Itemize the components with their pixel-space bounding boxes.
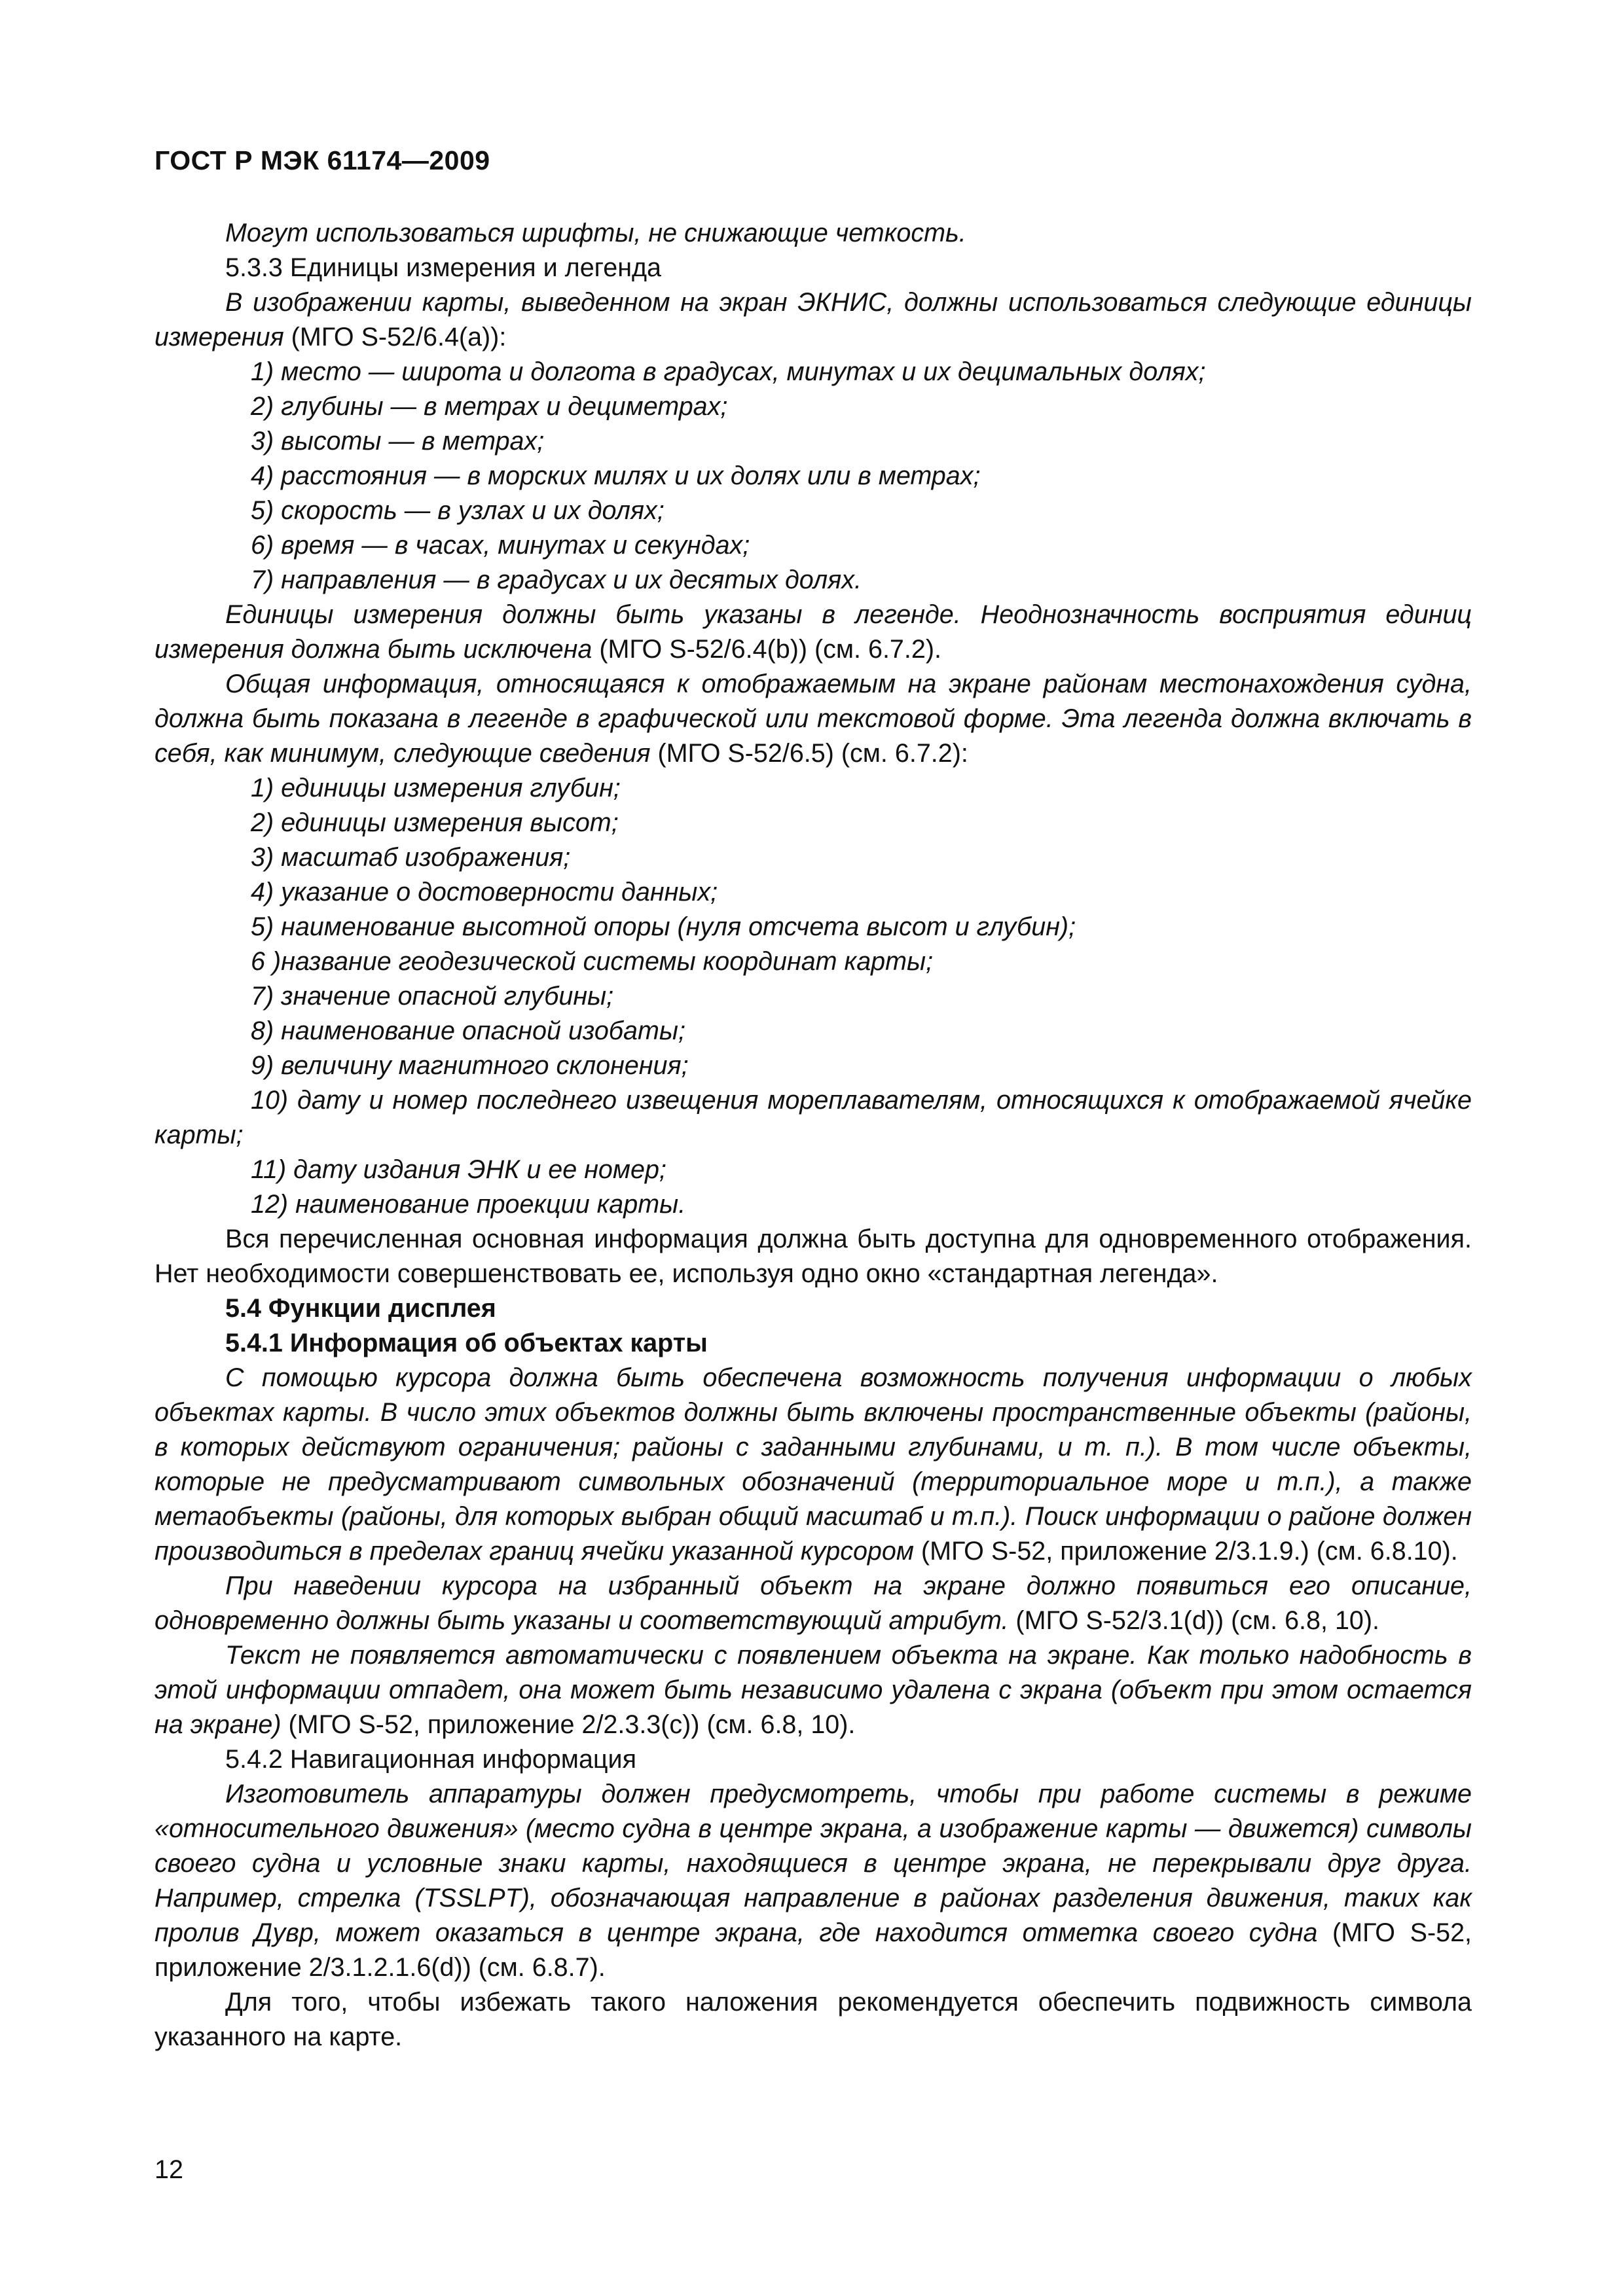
- legend-list-item: 7) значение опасной глубины;: [251, 982, 614, 1011]
- units-intro-ref: (МГО S-52/6.4(a)):: [283, 323, 507, 351]
- units-intro-paragraph: [155, 285, 1472, 355]
- legend-list-item: 12) наименование проекции карты.: [251, 1190, 686, 1219]
- units-list-item: 7) направления — в градусах и их десятых долях.: [251, 565, 862, 594]
- legend-list-item: 4) указание о достоверности данных;: [251, 878, 718, 906]
- text-text: Текст не появляется автоматически с появлением объекта на экране. Как только надобность в этой информации отпадет, она может быть независимо удалена с экрана (объект при этом остается на экране): [155, 1641, 1472, 1739]
- general-info-ref: (МГО S-52/6.5) (см. 6.7.2):: [650, 739, 968, 768]
- units-list-item: 1) место — широта и долгота в градусах, минутах и их децимальных долях;: [251, 357, 1206, 386]
- page-number: 12: [155, 2155, 183, 2184]
- general-info-paragraph: [155, 667, 1472, 771]
- legend-list-item: 6 )название геодезической системы координат карты;: [251, 947, 934, 976]
- pointer-ref: (МГО S-52/3.1(d)) (см. 6.8, 10).: [1008, 1606, 1380, 1635]
- text-ref: (МГО S-52, приложение 2/2.3.3(c)) (см. 6.8, 10).: [281, 1710, 856, 1739]
- section-5-4-title: 5.4 Функции дисплея: [225, 1294, 496, 1323]
- legend-list-item: 3) масштаб изображения;: [251, 843, 571, 872]
- units-list-item: 5) скорость — в узлах и их долях;: [251, 496, 665, 525]
- section-5-4-1-title: 5.4.1 Информация об объектах карты: [225, 1329, 708, 1357]
- manufacturer-ref: (МГО S-52, приложение 2/3.1.2.1.6(d)) (см. 6.8.7).: [155, 1918, 1472, 1982]
- manufacturer-text: Изготовитель аппаратуры должен предусмотреть, чтобы при работе системы в режиме «относительного движения» (место судна в центре экрана, а изображение карты — движется) символы своего судна и условные знаки карты, находящиеся в центре экрана, не перекрывали друг друга. Например, стрелка (TSSLPT), обозначающая направление в районах разделения движения, таких как пролив Дувр, может оказаться в центре экрана, где находится отметка своего судна: [155, 1780, 1472, 1947]
- legend-list-item: 2) единицы измерения высот;: [251, 808, 619, 837]
- legend-list-item: 5) наименование высотной опоры (нуля отсчета высот и глубин);: [251, 912, 1076, 941]
- legend-list-item: 9) величину магнитного склонения;: [251, 1051, 689, 1080]
- legend-units-text: Единицы измерения должны быть указаны в легенде. Неоднозначность восприятия единиц измерения должна быть исключена: [155, 600, 1472, 664]
- pointer-text: При наведении курсора на избранный объект на экране должно появиться его описание, одновременно должны быть указаны и соответствующий атрибут.: [155, 1571, 1472, 1635]
- legend-list-item: 10) дату и номер последнего извещения мореплавателям, относящихся к отображаемой ячейке карты;: [155, 1086, 1472, 1149]
- units-list-item: 2) глубины — в метрах и дециметрах;: [251, 392, 728, 421]
- units-list-item: 4) расстояния — в морских милях и их долях или в метрах;: [251, 461, 981, 490]
- manufacturer-paragraph: [155, 1777, 1472, 1985]
- units-list-item: 6) время — в часах, минутах и секундах;: [251, 531, 750, 560]
- units-intro-text: В изображении карты, выведенном на экран ЭКНИС, должны использоваться следующие единицы измерения: [155, 288, 1472, 351]
- document-header: ГОСТ Р МЭК 61174—2009: [155, 145, 490, 175]
- text-paragraph: [155, 1638, 1472, 1742]
- legend-list-item: 8) наименование опасной изобаты;: [251, 1016, 685, 1045]
- cursor-info-text: С помощью курсора должна быть обеспечена возможность получения информации о любых объектах карты. В число этих объектов должны быть включены пространственные объекты (районы, в которых действуют ограничения; районы с заданными глубинами, и т. п.). В том числе объекты, которые не предусматривают символьных обозначений (территориальное море и т.п.), а также метаобъекты (районы, для которых выбран общий масштаб и т.п.). Поиск информации о районе должен производиться в пределах границ ячейки указанной курсором: [155, 1363, 1472, 1566]
- section-5-3-3-title: 5.3.3 Единицы измерения и легенда: [225, 253, 662, 282]
- fonts-note: Могут использоваться шрифты, не снижающие четкость.: [225, 219, 966, 247]
- document-body: [155, 216, 1472, 2054]
- general-info-text: Общая информация, относящаяся к отображаемым на экране районам местонахождения судна, должна быть показана в легенде в графической или текстовой форме. Эта легенда должна включать в себя, как минимум, следующие сведения: [155, 670, 1472, 768]
- cursor-info-paragraph: [155, 1361, 1472, 1569]
- legend-units-paragraph: [155, 598, 1472, 667]
- units-list-item: 3) высоты — в метрах;: [251, 427, 545, 456]
- legend-list-item: 11) дату издания ЭНК и ее номер;: [251, 1155, 666, 1184]
- pointer-paragraph: [155, 1569, 1472, 1638]
- legend-list-item: 1) единицы измерения глубин;: [251, 774, 621, 802]
- all-info-paragraph: Вся перечисленная основная информация должна быть доступна для одновременного отображения. Нет необходимости совершенствовать ее, используя одно окно «стандартная легенда».: [155, 1225, 1472, 1288]
- avoid-overlap-paragraph: Для того, чтобы избежать такого наложения рекомендуется обеспечить подвижность символа указанного на карте.: [155, 1988, 1472, 2051]
- cursor-info-ref: (МГО S-52, приложение 2/3.1.9.) (см. 6.8.10).: [913, 1537, 1458, 1566]
- legend-units-ref: (МГО S-52/6.4(b)) (см. 6.7.2).: [592, 635, 941, 664]
- section-5-4-2-title: 5.4.2 Навигационная информация: [225, 1745, 637, 1774]
